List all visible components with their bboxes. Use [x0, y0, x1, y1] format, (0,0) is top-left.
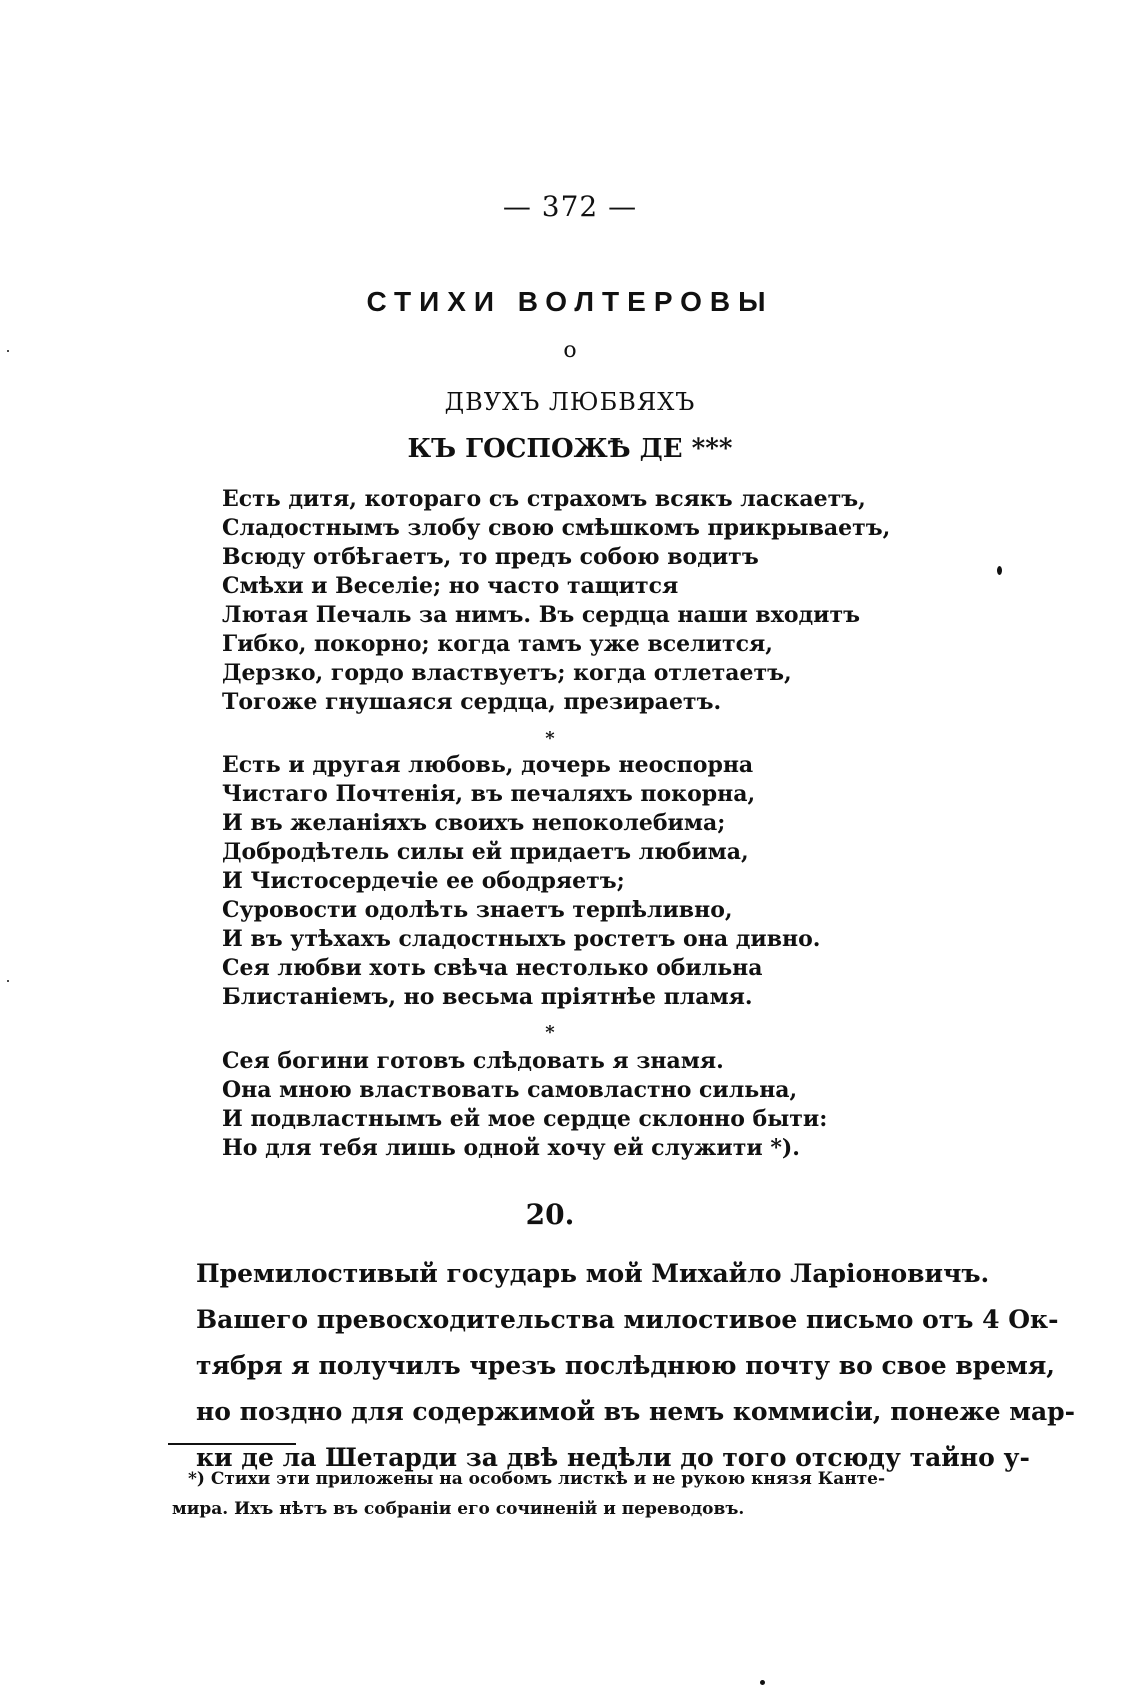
scan-speck — [7, 980, 9, 982]
poem-dedication: КЪ ГОСПОЖѢ ДЕ *** — [407, 434, 733, 464]
poem-line: Добродѣтель силы ей придаетъ любима, — [222, 839, 749, 865]
poem-line: Чистаго Почтенія, въ печаляхъ покорна, — [222, 781, 756, 807]
poem-line: Но для тебя лишь одной хочу ей служити *). — [222, 1135, 800, 1161]
scan-speck — [760, 1680, 765, 1685]
letter-line: но поздно для содержимой въ немъ коммисіи, понеже мар- — [196, 1397, 1076, 1426]
poem-line: Гибко, покорно; когда тамъ уже вселится, — [222, 631, 773, 657]
letter-line: Вашего превосходительства милостивое письмо отъ 4 Ок- — [196, 1305, 1059, 1334]
poem-line: Дерзко, гордо властвуетъ; когда отлетаетъ, — [222, 660, 792, 686]
poem-line: И Чистосердечіе ее ободряетъ; — [222, 868, 625, 894]
poem-line: Блистаніемъ, но весьма пріятнѣе пламя. — [222, 984, 753, 1010]
page-number: — 372 — — [502, 190, 638, 223]
poem-stanza-3 — [222, 1047, 922, 1163]
poem-line: И въ желаніяхъ своихъ непоколебима; — [222, 810, 726, 836]
poem-stanza-2 — [222, 751, 922, 1012]
poem-line: И подвластнымъ ей мое сердце склонно быти: — [222, 1106, 828, 1132]
poem-stanza-1 — [222, 485, 922, 717]
poem-line: Сея любви хоть свѣча нестолько обильна — [222, 955, 763, 981]
stanza-separator: * — [545, 1022, 555, 1043]
poem-line: Лютая Печаль за нимъ. Въ сердца наши входитъ — [222, 602, 860, 628]
poem-line: Тогоже гнушаяся сердца, презираетъ. — [222, 689, 722, 715]
poem-line: Она мною властвовать самовластно сильна, — [222, 1077, 798, 1103]
stanza-separator: * — [545, 728, 555, 749]
footnote — [172, 1464, 948, 1524]
poem-line: Сея богини готовъ слѣдовать я знамя. — [222, 1048, 724, 1074]
poem-line: Всюду отбѣгаетъ, то предъ собою водитъ — [222, 544, 759, 570]
section-number: 20. — [525, 1198, 575, 1231]
letter-line: тября я получилъ чрезъ послѣднюю почту во свое время, — [196, 1351, 1056, 1380]
scan-speck — [997, 566, 1002, 575]
poem-subtitle: ДВУХЪ ЛЮБВЯХЪ — [444, 388, 696, 416]
poem-line: Есть и другая любовь, дочерь неоспорна — [222, 752, 754, 778]
footnote-line: мира. Ихъ нѣтъ въ собраніи его сочиненій и переводовъ. — [172, 1499, 745, 1519]
footnote-divider — [168, 1443, 296, 1445]
poem-line: Суровости одолѣть знаетъ терпѣливно, — [222, 897, 733, 923]
poem-subtitle-preposition: о — [563, 338, 577, 363]
poem-line: И въ утѣхахъ сладостныхъ ростетъ она дивно. — [222, 926, 821, 952]
scan-speck — [7, 350, 9, 352]
letter-line: ки де ла Шетарди за двѣ недѣли до того отсюду тайно у- — [196, 1443, 1030, 1472]
letter-line: Премилостивый государь мой Михайло Ларіоновичъ. — [196, 1259, 990, 1288]
letter-text — [196, 1251, 1076, 1481]
poem-line: Сладостнымъ злобу свою смѣшкомъ прикрываетъ, — [222, 515, 891, 541]
footnote-line: *) Стихи эти приложены на особомъ листкѣ и не рукою князя Канте- — [188, 1469, 886, 1489]
poem-line: Есть дитя, котораго съ страхомъ всякъ ласкаетъ, — [222, 486, 866, 512]
poem-title: СТИХИ ВОЛТЕРОВЫ — [366, 286, 774, 317]
poem-line: Смѣхи и Веселіе; но часто тащится — [222, 573, 679, 599]
